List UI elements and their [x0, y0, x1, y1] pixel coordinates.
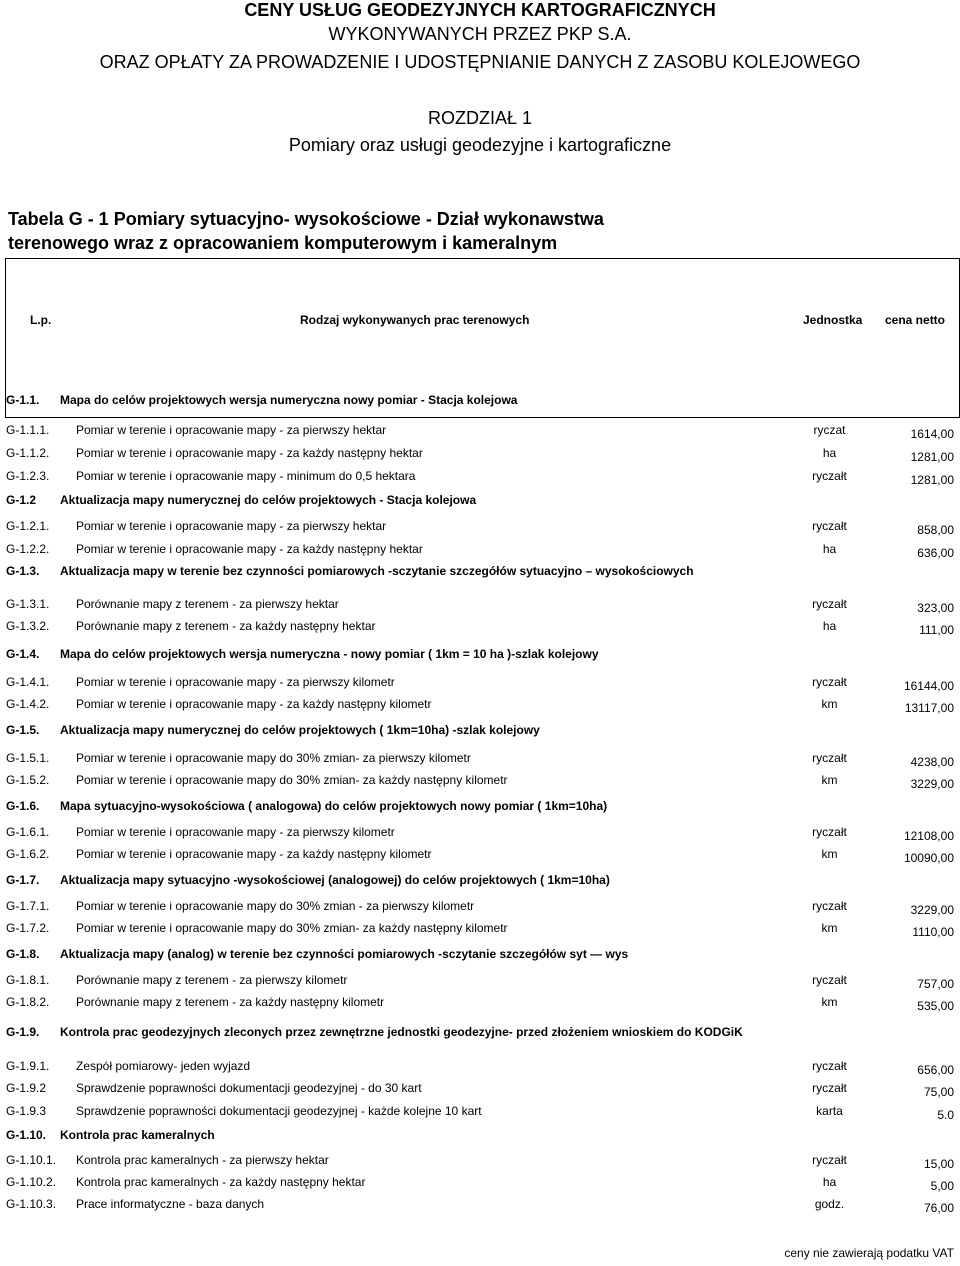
row-price: 323,00 [917, 601, 954, 615]
row-unit: ryczałt [812, 973, 847, 987]
row-desc: Kontrola prac kameralnych [60, 1128, 215, 1142]
row-desc: Sprawdzenie poprawności dokumentacji geodezyjnej - każde kolejne 10 kart [76, 1104, 482, 1118]
row-desc: Pomiar w terenie i opracowanie mapy - za każdy następny hektar [76, 446, 423, 460]
row-unit: ha [822, 1175, 837, 1189]
row-code: G-1.5. [6, 723, 40, 737]
col-header-price: cena netto [885, 313, 946, 327]
row-desc: Pomiar w terenie i opracowanie mapy do 30% zmian- za pierwszy kilometr [76, 751, 471, 765]
row-code: G-1.7.1. [6, 899, 50, 913]
row-price: 13117,00 [904, 701, 954, 715]
row-desc: Kontrola prac kameralnych - za każdy następny hektar [76, 1175, 366, 1189]
row-desc: Pomiar w terenie i opracowanie mapy - za pierwszy kilometr [76, 825, 395, 839]
row-desc: Kontrola prac kameralnych - za pierwszy hektar [76, 1153, 329, 1167]
row-desc: Prace informatyczne - baza danych [76, 1197, 265, 1211]
chapter-label: ROZDZIAŁ 1 [427, 108, 533, 128]
row-code: G-1.7.2. [6, 921, 50, 935]
row-code: G-1.6.2. [6, 847, 50, 861]
row-price: 858,00 [917, 523, 954, 537]
row-price: 12108,00 [903, 829, 954, 843]
row-price: 757,00 [917, 977, 954, 991]
row-unit: km [821, 697, 838, 711]
row-price: 16144,00 [903, 679, 954, 693]
row-price: 636,00 [917, 546, 954, 560]
row-price: 1110,00 [912, 925, 954, 939]
row-desc: Pomiar w terenie i opracowanie mapy - minimum do 0,5 hektara [76, 469, 416, 483]
row-desc: Mapa do celów projektowych wersja numeryczna nowy pomiar - Stacja kolejowa [60, 393, 518, 407]
row-code: G-1.9. [6, 1025, 40, 1039]
row-code: G-1.6.1. [6, 825, 50, 839]
row-desc: Mapa do celów projektowych wersja numeryczna - nowy pomiar ( 1km = 10 ha )-szlak kolejowy [60, 647, 599, 661]
row-code: G-1.9.1. [6, 1059, 50, 1073]
row-desc: Pomiar w terenie i opracowanie mapy - za każdy następny kilometr [76, 847, 432, 861]
row-price: 1614,00 [910, 427, 954, 441]
row-desc: Pomiar w terenie i opracowanie mapy do 30% zmian- za każdy następny kilometr [76, 921, 508, 935]
row-desc: Pomiar w terenie i opracowanie mapy - za pierwszy hektar [76, 423, 387, 437]
row-code: G-1.4. [6, 647, 40, 661]
row-unit: godz. [814, 1197, 845, 1211]
row-desc: Porównanie mapy z terenem - za każdy następny hektar [76, 619, 376, 633]
row-price: 10090,00 [903, 851, 954, 865]
row-desc: Porównanie mapy z terenem - za pierwszy hektar [76, 597, 339, 611]
row-code: G-1.2.2. [6, 542, 50, 556]
col-header-lp: L.p. [30, 313, 52, 327]
row-unit: ryczałt [812, 675, 847, 689]
row-desc: Aktualizacja mapy w terenie bez czynności pomiarowych -sczytanie szczegółów sytuacyjno – wysokościowych [60, 564, 694, 578]
row-unit: km [821, 995, 838, 1009]
row-desc: Sprawdzenie poprawności dokumentacji geodezyjnej - do 30 kart [76, 1081, 422, 1095]
vat-footnote: ceny nie zawierają podatku VAT [784, 1246, 954, 1260]
row-code: G-1.3.2. [6, 619, 50, 633]
chapter-title: Pomiary oraz usługi geodezyjne i kartograficzne [288, 135, 672, 155]
row-code: G-1.8.1. [6, 973, 50, 987]
row-code: G-1.7. [6, 873, 40, 887]
row-desc: Mapa sytuacyjno-wysokościowa ( analogowa) do celów projektowych nowy pomiar ( 1km=10ha) [60, 799, 608, 813]
row-code: G-1.10.2. [6, 1175, 57, 1189]
row-price: 76,00 [923, 1201, 954, 1215]
row-desc: Aktualizacja mapy numerycznej do celów projektowych - Stacja kolejowa [60, 493, 477, 507]
row-price: 3229,00 [910, 777, 954, 791]
row-desc: Aktualizacja mapy (analog) w terenie bez czynności pomiarowych -sczytanie szczegółów syt — wys [60, 947, 629, 961]
col-header-desc: Rodzaj wykonywanych prac terenowych [300, 313, 530, 327]
row-desc: Pomiar w terenie i opracowanie mapy - za każdy następny kilometr [76, 697, 432, 711]
row-unit: ha [822, 619, 837, 633]
row-unit: ha [822, 446, 837, 460]
row-code: G-1.2 [6, 493, 37, 507]
row-code: G-1.1.1. [6, 423, 50, 437]
row-price: 5.0 [937, 1108, 954, 1122]
row-unit: km [821, 921, 838, 935]
row-unit: ryczałt [812, 825, 847, 839]
row-desc: Pomiar w terenie i opracowanie mapy - za każdy następny hektar [76, 542, 423, 556]
row-unit: km [821, 773, 838, 787]
row-code: G-1.4.2. [6, 697, 50, 711]
row-code: G-1.1.2. [6, 446, 50, 460]
row-price: 4238,00 [910, 755, 954, 769]
row-desc: Pomiar w terenie i opracowanie mapy do 30% zmian - za pierwszy kilometr [76, 899, 475, 913]
row-price: 5,00 [930, 1179, 954, 1193]
row-desc: Aktualizacja mapy numerycznej do celów projektowych ( 1km=10ha) -szlak kolejowy [60, 723, 540, 737]
row-unit: km [821, 847, 838, 861]
row-code: G-1.4.1. [6, 675, 50, 689]
row-unit: ryczałt [812, 597, 847, 611]
row-unit: ryczałt [812, 519, 847, 533]
doc-title-line1: CENY USŁUG GEODEZYJNYCH KARTOGRAFICZNYCH [244, 0, 716, 20]
row-code: G-1.3. [6, 564, 40, 578]
table-title-line2: terenowego wraz z opracowaniem komputerowym i kameralnym [8, 233, 558, 253]
row-unit: ha [822, 542, 837, 556]
row-code: G-1.5.2. [6, 773, 50, 787]
row-price: 1281,00 [910, 450, 954, 464]
row-unit: ryczałt [812, 751, 847, 765]
row-desc: Zespół pomiarowy- jeden wyjazd [76, 1059, 251, 1073]
row-code: G-1.9.2 [6, 1081, 47, 1095]
row-price: 535,00 [917, 999, 954, 1013]
row-code: G-1.5.1. [6, 751, 50, 765]
row-unit: ryczałt [812, 899, 847, 913]
row-code: G-1.2.3. [6, 469, 50, 483]
doc-title-line3: ORAZ OPŁATY ZA PROWADZENIE I UDOSTĘPNIANIE DANYCH Z ZASOBU KOLEJOWEGO [99, 52, 861, 72]
row-desc: Pomiar w terenie i opracowanie mapy do 30% zmian- za każdy następny kilometr [76, 773, 508, 787]
row-price: 1281,00 [910, 473, 954, 487]
row-price: 75,00 [923, 1085, 954, 1099]
row-unit: ryczałt [812, 1081, 847, 1095]
row-price: 111,00 [919, 623, 954, 637]
doc-title-line2: WYKONYWANYCH PRZEZ PKP S.A. [328, 24, 632, 44]
row-code: G-1.10.1. [6, 1153, 57, 1167]
row-code: G-1.10.3. [6, 1197, 57, 1211]
row-code: G-1.10. [6, 1128, 47, 1142]
row-price: 656,00 [917, 1063, 954, 1077]
row-code: G-1.1. [6, 393, 40, 407]
row-desc: Pomiar w terenie i opracowanie mapy - za pierwszy kilometr [76, 675, 395, 689]
row-unit: ryczat [813, 423, 846, 437]
row-unit: ryczałt [812, 469, 847, 483]
row-code: G-1.8.2. [6, 995, 50, 1009]
table-title-line1: Tabela G - 1 Pomiary sytuacyjno- wysokościowe - Dział wykonawstwa [8, 209, 604, 229]
row-desc: Aktualizacja mapy sytuacyjno -wysokościowej (analogowej) do celów projektowych ( 1km=10ha) [60, 873, 610, 887]
row-desc: Kontrola prac geodezyjnych zleconych przez zewnętrzne jednostki geodezyjne- przed złożeniem wnioskiem do KODGiK [60, 1025, 743, 1039]
row-code: G-1.9.3 [6, 1104, 47, 1118]
row-desc: Pomiar w terenie i opracowanie mapy - za pierwszy hektar [76, 519, 387, 533]
row-desc: Porównanie mapy z terenem - za pierwszy kilometr [76, 973, 348, 987]
row-unit: ryczałt [812, 1059, 847, 1073]
row-code: G-1.6. [6, 799, 40, 813]
row-desc: Porównanie mapy z terenem - za każdy następny kilometr [76, 995, 385, 1009]
row-code: G-1.8. [6, 947, 40, 961]
col-header-unit: Jednostka [803, 313, 863, 327]
row-code: G-1.2.1. [6, 519, 50, 533]
row-code: G-1.3.1. [6, 597, 50, 611]
row-unit: karta [816, 1104, 843, 1118]
row-unit: ryczałt [812, 1153, 847, 1167]
row-price: 3229,00 [910, 903, 954, 917]
row-price: 15,00 [923, 1157, 954, 1171]
